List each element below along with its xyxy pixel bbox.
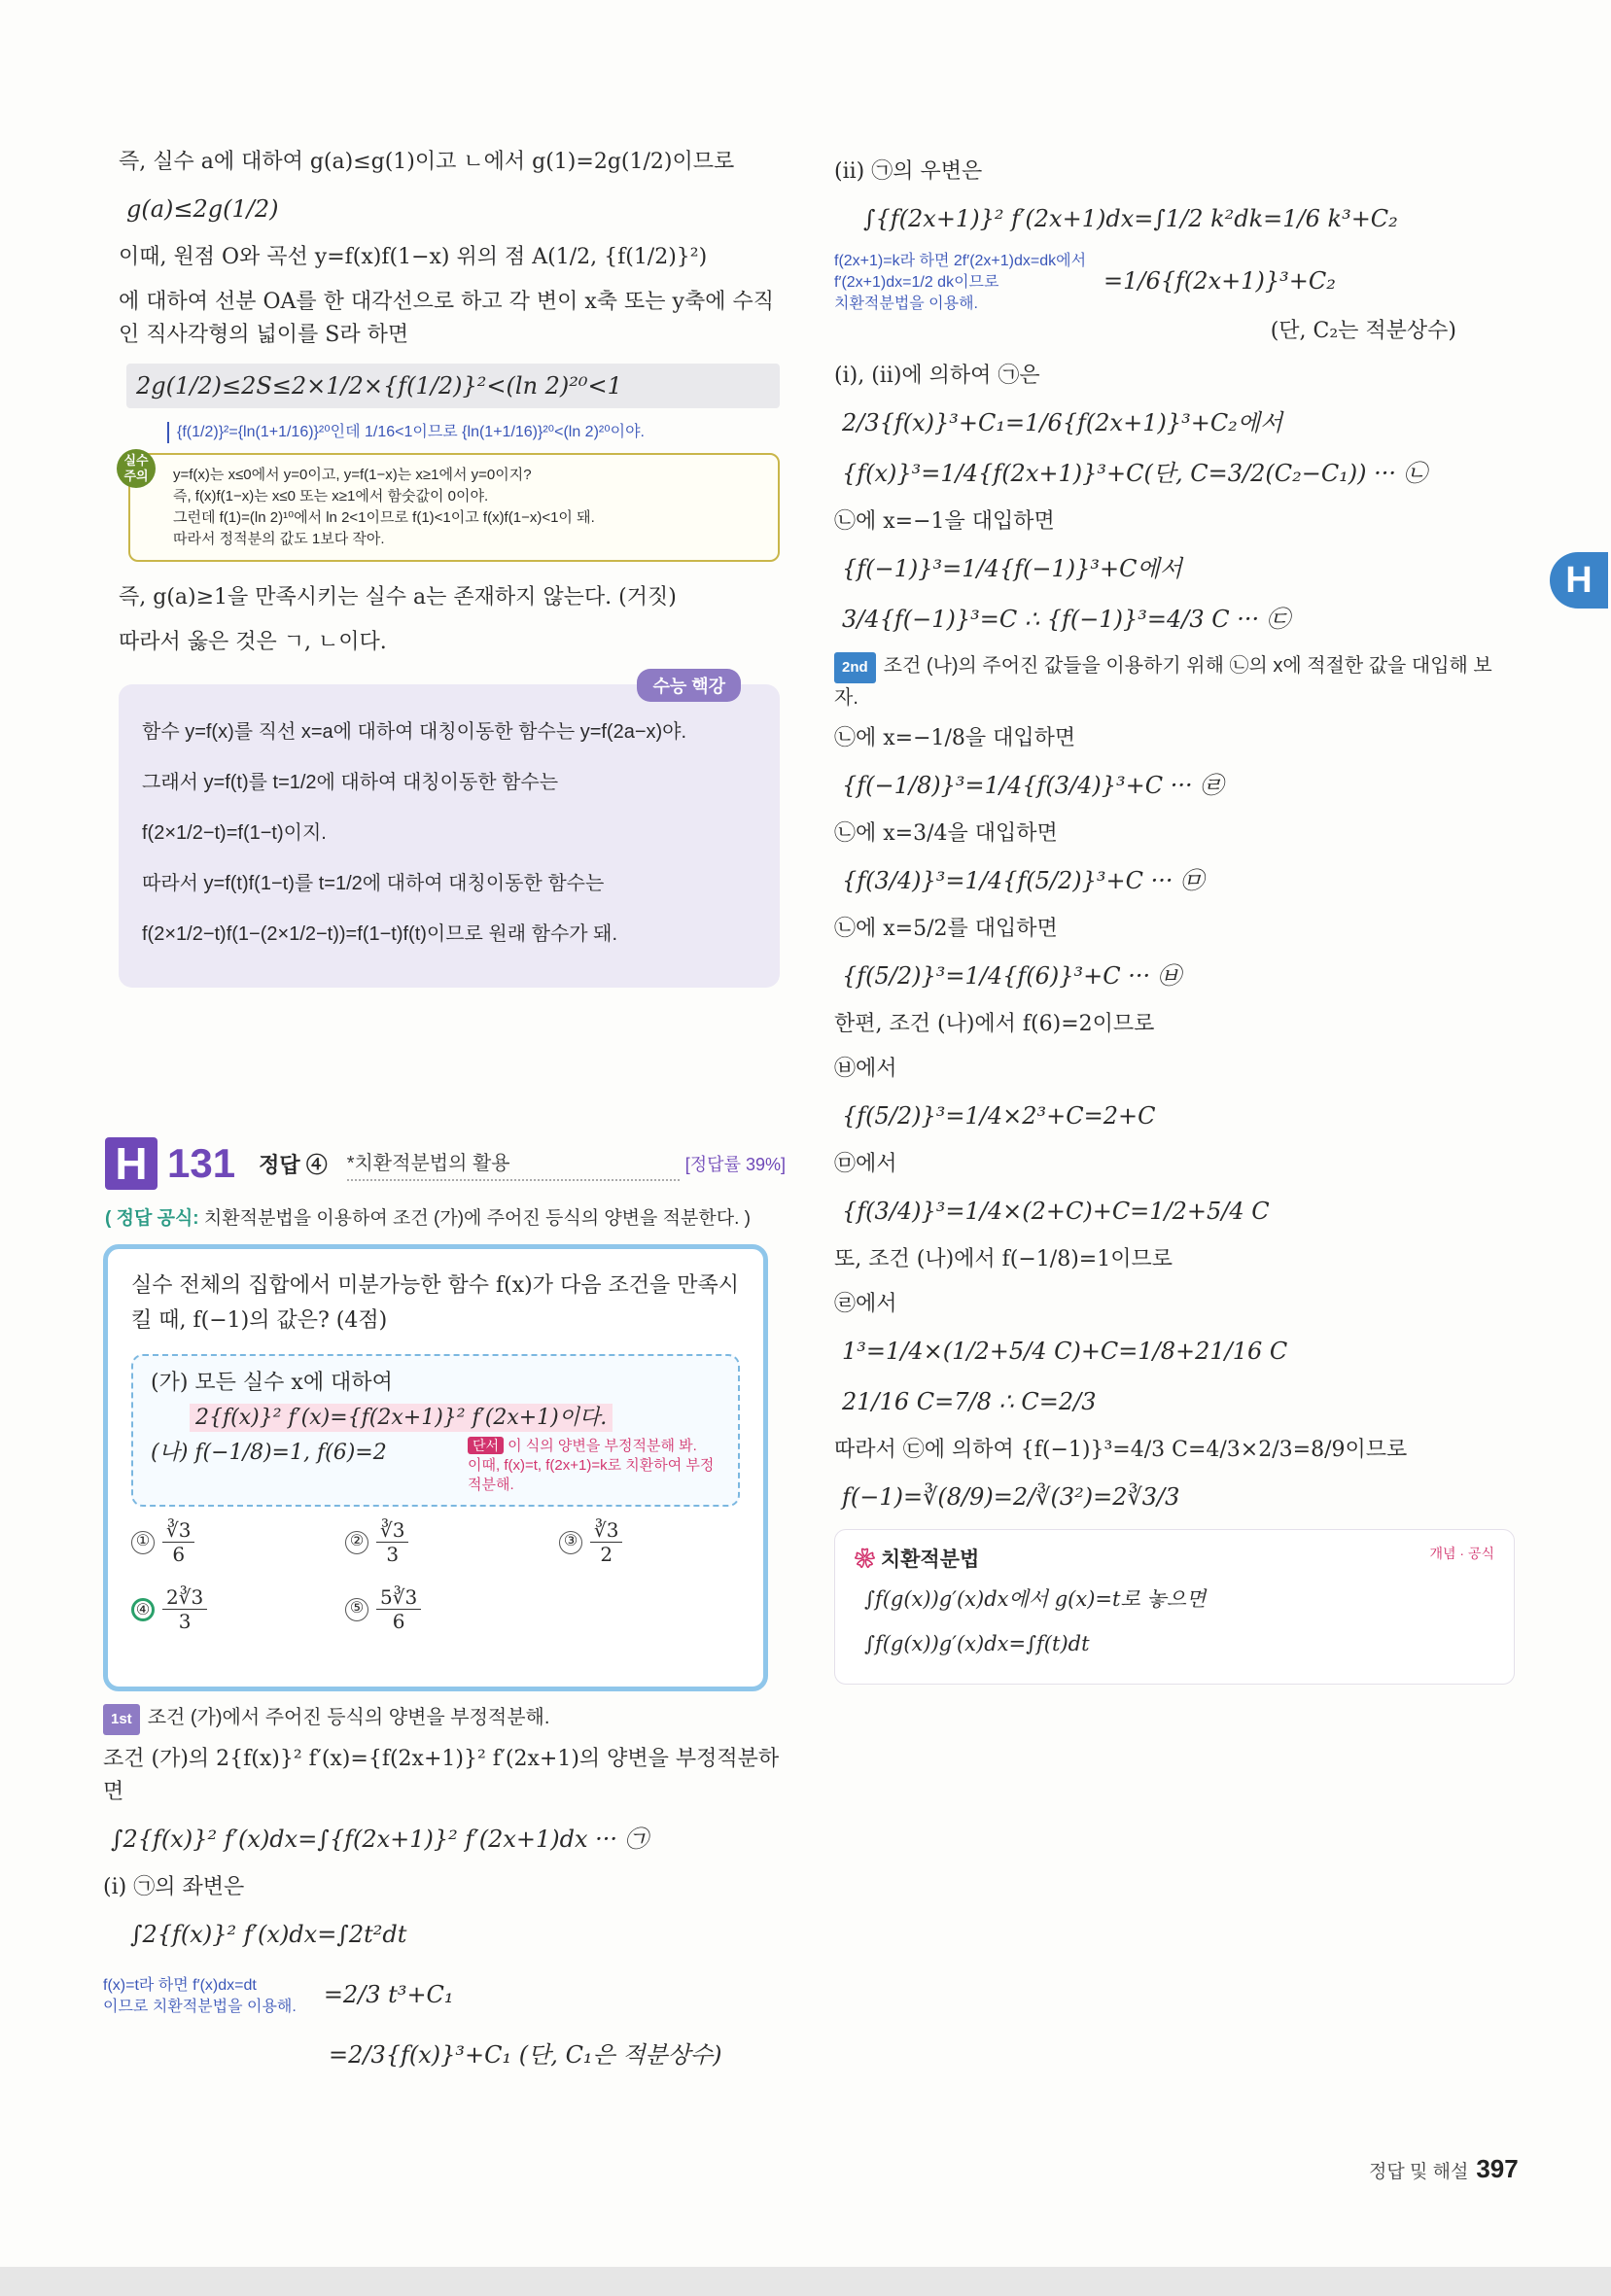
math-line: ∫2{f(x)}² f′(x)dx=∫2t²dt bbox=[130, 1921, 407, 1948]
note-line: 치환적분법을 이용해. bbox=[834, 296, 978, 312]
condition-b: (나) f(−1/8)=1, f(6)=2 bbox=[151, 1441, 387, 1465]
substitution-note bbox=[103, 1975, 297, 2018]
mistake-note bbox=[123, 453, 780, 562]
step-2 bbox=[834, 651, 1515, 713]
problem-box bbox=[103, 1244, 768, 1691]
core-line: 그래서 y=f(t)를 t=1/2에 대하여 대칭이동한 함수는 bbox=[142, 772, 559, 793]
numerator: ∛3 bbox=[590, 1518, 622, 1543]
mistake-line: 즉, f(x)f(1−x)는 x≤0 또는 x≥1에서 함숫값이 0이야. bbox=[173, 488, 489, 504]
footer-label: 정답 및 해설 bbox=[1369, 2162, 1469, 2182]
mistake-line: 따라서 정적분의 값도 1보다 작아. bbox=[173, 531, 385, 547]
formula-label: ( 정답 공식: bbox=[105, 1208, 199, 1229]
text-line: ㉤에서 bbox=[834, 1152, 897, 1176]
answer-formula bbox=[105, 1203, 751, 1230]
choice-number: ③ bbox=[559, 1531, 582, 1554]
text-line: (단, C₂는 적분상수) bbox=[1270, 319, 1456, 343]
section-side-tab: H bbox=[1550, 552, 1608, 609]
text-line: (ii) ㉠의 우변은 bbox=[834, 159, 983, 184]
concept-box bbox=[834, 1529, 1515, 1685]
substitution-note bbox=[834, 251, 1086, 315]
condition-a-equation: 2{f(x)}² f′(x)={f(2x+1)}² f′(2x+1)이다. bbox=[190, 1404, 613, 1432]
condition-a-label: (가) 모든 실수 x에 대하여 bbox=[151, 1371, 393, 1395]
step-1 bbox=[103, 1703, 784, 1735]
answer-label: 정답 ④ bbox=[259, 1152, 328, 1177]
page-footer bbox=[1369, 2154, 1519, 2184]
text-line: 또, 조건 (나)에서 f(−1/8)=1이므로 bbox=[834, 1247, 1173, 1271]
mistake-line: 그런데 f(1)=(ln 2)¹⁰에서 ln 2<1이므로 f(1)<1이고 f(x)f(1−x)<1이 돼. bbox=[173, 509, 595, 526]
mistake-line: y=f(x)는 x≤0에서 y=0이고, y=f(1−x)는 x≥1에서 y=0이지? bbox=[173, 467, 532, 483]
bottom-bar bbox=[0, 2267, 1611, 2296]
text-line: ㉣에서 bbox=[834, 1292, 897, 1316]
correct-rate: [정답률 39%] bbox=[684, 1155, 786, 1174]
solution-left bbox=[103, 1703, 784, 2087]
math-line: {f(−1/8)}³=1/4{f(3/4)}³+C ··· ㉣ bbox=[842, 772, 1224, 799]
math-line: {f(3/4)}³=1/4{f(5/2)}³+C ··· ㉤ bbox=[842, 867, 1205, 894]
note-line: f′(2x+1)dx=1/2 dk이므로 bbox=[834, 274, 999, 291]
choice-3[interactable] bbox=[559, 1518, 773, 1566]
text-line: 따라서 ㉢에 의하여 {f(−1)}³=4/3 C=4/3×2/3=8/9이므로 bbox=[834, 1438, 1408, 1462]
choice-number: ② bbox=[345, 1531, 368, 1554]
math-line: {f(x)}³=1/4{f(2x+1)}³+C(단, C=3/2(C₂−C₁)) ··· ㉡ bbox=[842, 460, 1427, 487]
math-line: 3/4{f(−1)}³=C ∴ {f(−1)}³=4/3 C ··· ㉢ bbox=[842, 606, 1290, 633]
text-line: ㉡에 x=5/2를 대입하면 bbox=[834, 917, 1058, 941]
math-line: ∫2{f(x)}² f′(x)dx=∫{f(2x+1)}² f′(2x+1)dx ··· ㉠ bbox=[111, 1826, 648, 1853]
right-column bbox=[834, 156, 1515, 1685]
math-line: =2/3 t³+C₁ bbox=[323, 1981, 454, 2008]
numerator: ∛3 bbox=[376, 1518, 408, 1543]
text-line: (i) ㉠의 좌변은 bbox=[103, 1875, 245, 1899]
math-line: {f(5/2)}³=1/4×2³+C=2+C bbox=[842, 1102, 1156, 1130]
flower-icon: ❀ bbox=[855, 1548, 875, 1571]
math-line: 21/16 C=7/8 ∴ C=2/3 bbox=[842, 1388, 1097, 1415]
clue-tag: 단서 bbox=[468, 1437, 504, 1454]
denominator: 6 bbox=[172, 1543, 186, 1566]
denominator: 3 bbox=[178, 1610, 192, 1633]
text-line: ㉡에 x=3/4을 대입하면 bbox=[834, 821, 1058, 846]
note-line: f(2x+1)=k라 하면 2f′(2x+1)dx=dk에서 bbox=[834, 253, 1087, 269]
math-line: =2/3{f(x)}³+C₁ (단, C₁은 적분상수) bbox=[329, 2041, 722, 2069]
left-column bbox=[119, 146, 780, 988]
concept-line: ∫f(g(x))g′(x)dx에서 g(x)=t로 놓으면 bbox=[864, 1587, 1207, 1611]
concept-title-text: 치환적분법 bbox=[880, 1548, 980, 1571]
math-line: {f(5/2)}³=1/4{f(6)}³+C ··· ㉥ bbox=[842, 962, 1181, 990]
topic-label: *치환적분법의 활용 bbox=[347, 1147, 680, 1181]
concept-line: ∫f(g(x))g′(x)dx=∫f(t)dt bbox=[864, 1632, 1090, 1655]
text-line: 즉, g(a)≥1을 만족시키는 실수 a는 존재하지 않는다. (거짓) bbox=[119, 585, 677, 609]
numerator: ∛3 bbox=[162, 1518, 194, 1543]
page-number: 397 bbox=[1476, 2154, 1519, 2183]
text-line: ㉥에서 bbox=[834, 1057, 897, 1081]
text-line: ㉡에 x=−1/8을 대입하면 bbox=[834, 726, 1076, 750]
choice-5[interactable] bbox=[345, 1585, 559, 1633]
inequality: 2g(1/2)≤2S≤2×1/2×{f(1/2)}²<(ln 2)²⁰<1 bbox=[126, 364, 780, 408]
concept-title bbox=[855, 1544, 979, 1573]
math-line: 1³=1/4×(1/2+5/4 C)+C=1/8+21/16 C bbox=[842, 1338, 1288, 1365]
section-badge: H bbox=[105, 1137, 158, 1190]
clue-note bbox=[468, 1436, 720, 1495]
inequality-note: {f(1/2)}²={ln(1+1/16)}²⁰인데 1/16<1이므로 {ln(1+1/16)}²⁰<(ln 2)²⁰이야. bbox=[167, 422, 780, 443]
step-text: 조건 (나)의 주어진 값들을 이용하기 위해 ㉡의 x에 적절한 값을 대입해 보자. bbox=[834, 655, 1492, 709]
math-line: {f(3/4)}³=1/4×(2+C)+C=1/2+5/4 C bbox=[842, 1198, 1270, 1225]
mistake-tag: 실수 주의 bbox=[117, 449, 156, 488]
formula-text: 치환적분법을 이용하여 조건 (가)에 주어진 등식의 양변을 적분한다. ) bbox=[203, 1208, 751, 1229]
numerator: 2∛3 bbox=[162, 1585, 207, 1610]
problem-number: 131 bbox=[167, 1140, 236, 1186]
choice-2[interactable] bbox=[345, 1518, 559, 1566]
clue-line: 이때, f(x)=t, f(2x+1)=k로 치환하여 부정적분해. bbox=[468, 1457, 715, 1493]
clue-line: 이 식의 양변을 부정적분해 봐. bbox=[508, 1438, 697, 1454]
text-line: 에 대하여 선분 OA를 한 대각선으로 하고 각 변이 x축 또는 y축에 수직인 직사각형의 넓이를 S라 하면 bbox=[119, 290, 774, 347]
choice-4[interactable] bbox=[131, 1585, 345, 1633]
core-line: f(2×1/2−t)f(1−(2×1/2−t))=f(1−t)f(t)이므로 원래 함수가 돼. bbox=[142, 923, 618, 945]
choice-number: ① bbox=[131, 1531, 155, 1554]
step-tag: 1st bbox=[103, 1704, 140, 1735]
denominator: 2 bbox=[600, 1543, 613, 1566]
math-line: 2/3{f(x)}³+C₁=1/6{f(2x+1)}³+C₂에서 bbox=[842, 409, 1283, 436]
choice-number: ⑤ bbox=[345, 1598, 368, 1621]
note-line: f(x)=t라 하면 f′(x)dx=dt bbox=[103, 1977, 257, 1994]
text-line: 즉, 실수 a에 대하여 g(a)≤g(1)이고 ㄴ에서 g(1)=2g(1/2)이므로 bbox=[119, 150, 735, 174]
choice-1[interactable] bbox=[131, 1518, 345, 1566]
question-text: 실수 전체의 집합에서 미분가능한 함수 f(x)가 다음 조건을 만족시킬 때, f(−1)의 값은? (4점) bbox=[131, 1273, 739, 1333]
text-line: 조건 (가)의 2{f(x)}² f′(x)={f(2x+1)}² f′(2x+1)의 양변을 부정적분하면 bbox=[103, 1747, 780, 1804]
math-line: f(−1)=∛(8/9)=2/∛(3²)=2∛3/3 bbox=[842, 1483, 1180, 1511]
math-line: =1/6{f(2x+1)}³+C₂ bbox=[1103, 267, 1336, 295]
core-tag: 수능 핵강 bbox=[637, 669, 741, 702]
note-line: 이므로 치환적분법을 이용해. bbox=[103, 1999, 297, 2015]
core-line: 따라서 y=f(t)f(1−t)를 t=1/2에 대하여 대칭이동한 함수는 bbox=[142, 873, 605, 894]
condition-box bbox=[131, 1354, 740, 1507]
step-text: 조건 (가)에서 주어진 등식의 양변을 부정적분해. bbox=[147, 1707, 550, 1728]
denominator: 3 bbox=[386, 1543, 400, 1566]
text-line: ㉡에 x=−1을 대입하면 bbox=[834, 509, 1055, 534]
core-lecture-box bbox=[119, 677, 780, 988]
text-line: (i), (ii)에 의하여 ㉠은 bbox=[834, 364, 1040, 388]
core-line: f(2×1/2−t)=f(1−t)이지. bbox=[142, 822, 327, 844]
concept-header bbox=[855, 1544, 1494, 1573]
text-line: 한편, 조건 (나)에서 f(6)=2이므로 bbox=[834, 1012, 1155, 1036]
problem-header bbox=[105, 1137, 786, 1190]
text-line: 이때, 원점 O와 곡선 y=f(x)f(1−x) 위의 점 A(1/2, {f(1/2)}²) bbox=[119, 245, 708, 269]
answer-choices bbox=[131, 1518, 740, 1633]
step-tag: 2nd bbox=[834, 652, 876, 683]
core-line: 함수 y=f(x)를 직선 x=a에 대하여 대칭이동한 함수는 y=f(2a−x)야. bbox=[142, 721, 687, 743]
choice-number-selected: ④ bbox=[131, 1598, 155, 1621]
concept-subtitle: 개념 · 공식 bbox=[1429, 1546, 1494, 1561]
math-line: {f(−1)}³=1/4{f(−1)}³+C에서 bbox=[842, 555, 1182, 582]
text-line: 따라서 옳은 것은 ㄱ, ㄴ이다. bbox=[119, 630, 387, 654]
denominator: 6 bbox=[392, 1610, 405, 1633]
numerator: 5∛3 bbox=[376, 1585, 421, 1610]
math-line: g(a)≤2g(1/2) bbox=[126, 195, 279, 223]
math-line: ∫{f(2x+1)}² f′(2x+1)dx=∫1/2 k²dk=1/6 k³+C₂ bbox=[863, 205, 1398, 232]
